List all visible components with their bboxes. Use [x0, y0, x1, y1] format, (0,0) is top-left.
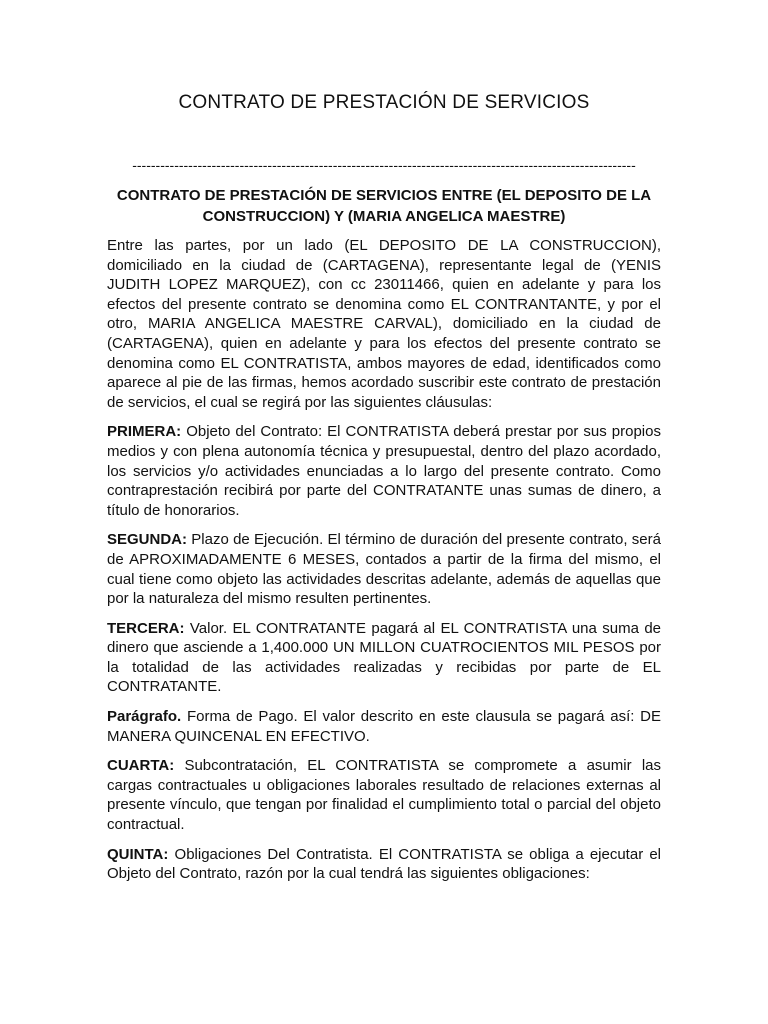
clause-text: Objeto del Contrato: El CONTRATISTA deberá prestar por sus propios medios y con plena autonomía técnica y presupuestal, dentro del plazo acordado, los servicios y/o actividades enunciadas a lo largo del presente contrato. Como contraprestación recibirá por parte del CONTRATANTE unas sumas de dinero, a título de honorarios.: [107, 423, 661, 519]
clause-label: TERCERA:: [107, 619, 185, 637]
intro-paragraph: Entre las partes, por un lado (EL DEPOSITO DE LA CONSTRUCCION), domiciliado en la ciudad de (CARTAGENA), representante legal de (YENIS JUDITH LOPEZ MARQUEZ), con cc 23011466, quien en adelante y para los efectos del presente contrato se denomina como EL CONTRANTANTE, y por el otro, MARIA ANGELICA MAESTRE CARVAL), domiciliado en la ciudad de (CARTAGENA), quien en adelante y para los efectos del presente contrato se denomina como EL CONTRATISTA, ambos mayores de edad, identificados como aparece al pie de las firmas, hemos acordado suscribir este contrato de prestación de servicios, el cual se regirá por las siguientes cláusulas:: [107, 237, 661, 411]
clause-label: SEGUNDA:: [107, 531, 188, 549]
clause-text: Forma de Pago. El valor descrito en este clausula se pagará así: DE MANERA QUINCENAL EN EFECTIVO.: [107, 708, 661, 745]
clause-cuarta: [107, 756, 661, 834]
clause-label: Parágrafo.: [107, 708, 182, 726]
clause-text: Plazo de Ejecución. El término de duración del presente contrato, será de APROXIMADAMENTE 6 MESES, contados a partir de la firma del mismo, el cual tiene como objeto las actividades descritas adelante, además de aquellas que por la naturaleza del mismo resulten pertinentes.: [107, 531, 661, 608]
clause-tercera: [107, 619, 661, 697]
clause-paragrafo: [107, 707, 661, 746]
clause-label: CUARTA:: [107, 757, 175, 775]
clause-primera: [107, 422, 661, 520]
clause-label: QUINTA:: [107, 845, 169, 863]
clause-label: PRIMERA:: [107, 423, 182, 441]
clause-text: Obligaciones Del Contratista. El CONTRATISTA se obliga a ejecutar el Objeto del Contrato, razón por la cual tendrá las siguientes obligaciones:: [107, 845, 661, 883]
contract-subtitle: CONTRATO DE PRESTACIÓN DE SERVICIOS ENTRE (EL DEPOSITO DE LA CONSTRUCCION) Y (MARIA ANGELICA MAESTRE): [116, 187, 652, 225]
clause-text: Valor. EL CONTRATANTE pagará al EL CONTRATISTA una suma de dinero que asciende a 1,400.000 UN MILLON CUATROCIENTOS MIL PESOS por la totalidad de las actividades realizadas y recibidas por parte de EL CONTRATANTE.: [107, 619, 661, 696]
clause-text: Subcontratación, EL CONTRATISTA se compromete a asumir las cargas contractuales u obligaciones laborales resultado de relaciones externas al presente vínculo, que tengan por finalidad el cumplimiento total o parcial del objeto contractual.: [107, 757, 661, 834]
contract-body: [107, 236, 661, 894]
clause-segunda: [107, 530, 661, 608]
document-title: CONTRATO DE PRESTACIÓN DE SERVICIOS: [178, 92, 590, 113]
dashed-divider: ------------------------------------------------------------------------------------------------------------: [132, 157, 636, 173]
clause-quinta: [107, 845, 661, 884]
